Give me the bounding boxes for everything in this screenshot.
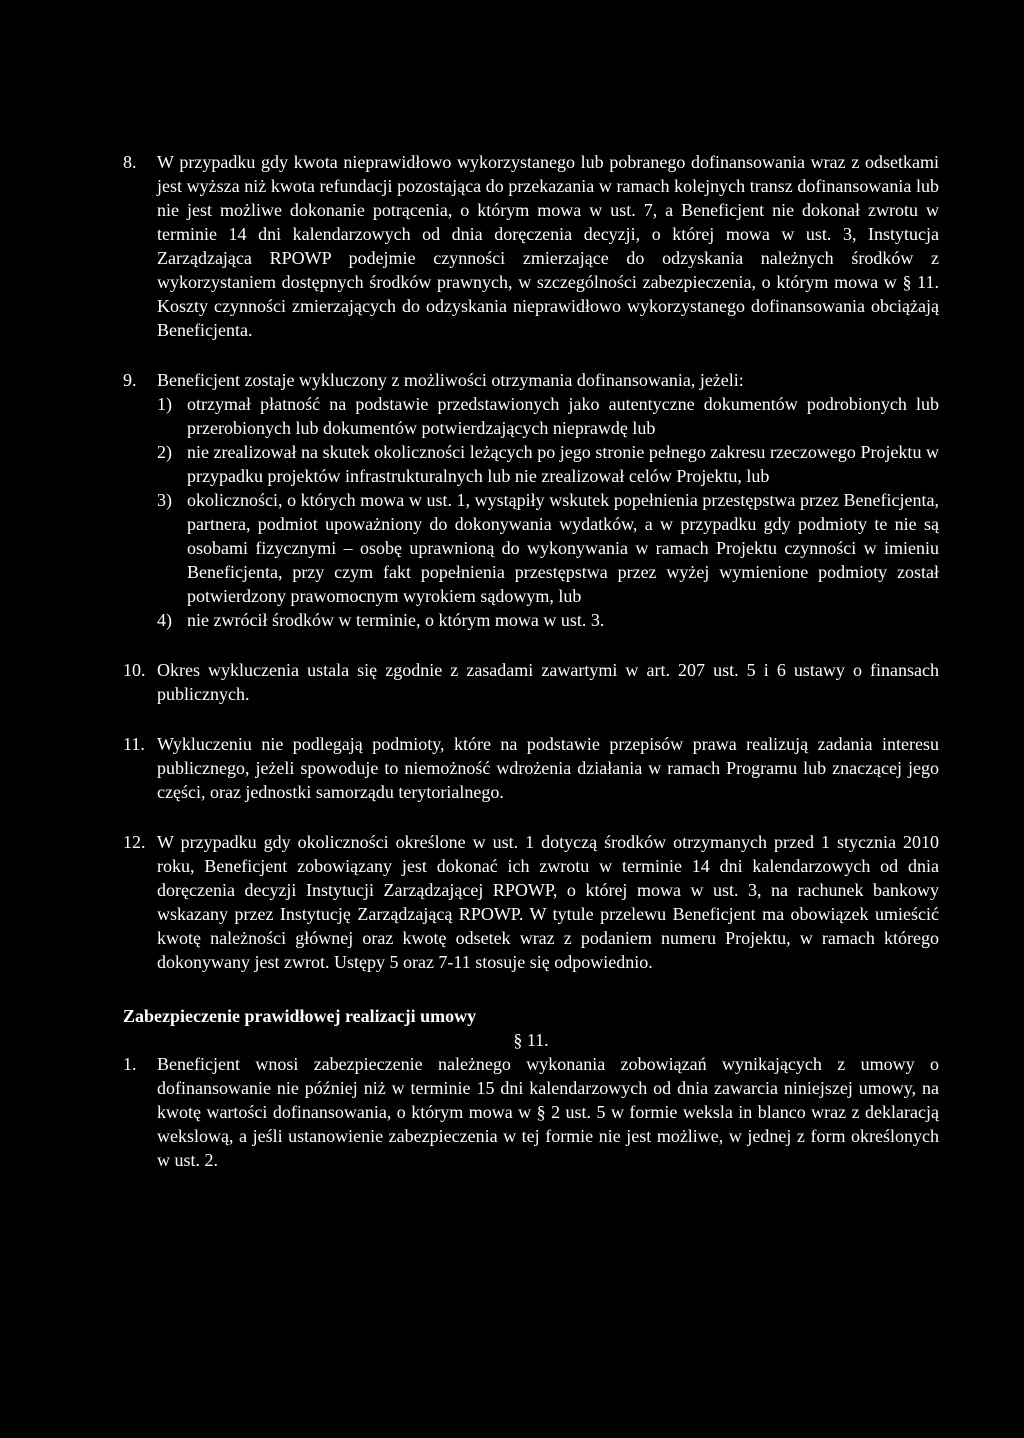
paragraph-number: 1. bbox=[123, 1054, 137, 1074]
list-item-text: okoliczności, o których mowa w ust. 1, wystąpiły wskutek popełnienia przestępstwa przez Beneficjenta, partnera, podmiot upoważniony do dokonywania wydatków, a w przypadku gdy podmioty te nie są osobami fizycznymi – osobę uprawnioną do wykonywania w ramach Projektu czynności w imieniu Beneficjenta, przy czym fakt popełnienia przestępstwa przez wyżej wymienione podmioty został potwierdzony prawomocnym wyrokiem sądowym, lub bbox=[187, 490, 939, 606]
document-content bbox=[123, 150, 939, 1172]
list-item-number: 2) bbox=[157, 442, 172, 462]
list-item-number: 3) bbox=[157, 490, 172, 510]
section-mark: § 11. bbox=[513, 1030, 549, 1050]
section-paragraph-1 bbox=[123, 1052, 939, 1172]
list-item bbox=[157, 392, 939, 440]
paragraph-8 bbox=[123, 150, 939, 342]
paragraph-text: Wykluczeniu nie podlegają podmioty, które na podstawie przepisów prawa realizują zadania interesu publicznego, jeżeli spowoduje to niemożność wdrożenia działania w ramach Programu lub znaczącej jego części, oraz jednostki samorządu terytorialnego. bbox=[157, 734, 939, 802]
paragraph-12 bbox=[123, 830, 939, 974]
list-item-text: nie zrealizował na skutek okoliczności leżących po jego stronie pełnego zakresu rzeczowego Projektu w przypadku projektów infrastrukturalnych lub nie zrealizował celów Projektu, lub bbox=[187, 442, 939, 486]
list-item bbox=[157, 440, 939, 488]
paragraph-number: 8. bbox=[123, 152, 137, 172]
section-heading: Zabezpieczenie prawidłowej realizacji umowy bbox=[123, 1006, 477, 1026]
paragraph-11 bbox=[123, 732, 939, 804]
paragraph-text: Okres wykluczenia ustala się zgodnie z zasadami zawartymi w art. 207 ust. 5 i 6 ustawy o finansach publicznych. bbox=[157, 660, 939, 704]
list-item bbox=[157, 488, 939, 608]
paragraph-number: 11. bbox=[123, 734, 145, 754]
list-item-text: nie zwrócił środków w terminie, o którym mowa w ust. 3. bbox=[187, 610, 605, 630]
paragraph-number: 10. bbox=[123, 660, 146, 680]
list-item-text: otrzymał płatność na podstawie przedstawionych jako autentyczne dokumentów podrobionych lub przerobionych lub dokumentów potwierdzających nieprawdę lub bbox=[187, 394, 939, 438]
paragraph-10 bbox=[123, 658, 939, 706]
list-item-number: 4) bbox=[157, 610, 172, 630]
paragraph-text: W przypadku gdy okoliczności określone w ust. 1 dotyczą środków otrzymanych przed 1 stycznia 2010 roku, Beneficjent zobowiązany jest dokonać ich zwrotu w terminie 14 dni kalendarzowych od dnia doręczenia decyzji Instytucji Zarządzającej RPOWP, o której mowa w ust. 3, na rachunek bankowy wskazany przez Instytucję Zarządzającą RPOWP. W tytule przelewu Beneficjent ma obowiązek umieścić kwotę należności głównej oraz kwotę odsetek wraz z podaniem numeru Projektu, w ramach którego dokonywany jest zwrot. Ustępy 5 oraz 7-11 stosuje się odpowiednio. bbox=[157, 832, 939, 972]
paragraph-text: W przypadku gdy kwota nieprawidłowo wykorzystanego lub pobranego dofinansowania wraz z odsetkami jest wyższa niż kwota refundacji pozostająca do przekazania w ramach kolejnych transz dofinansowania lub nie jest możliwe dokonanie potrącenia, o którym mowa w ust. 7, a Beneficjent nie dokonał zwrotu w terminie 14 dni kalendarzowych od dnia doręczenia decyzji, o której mowa w ust. 3, Instytucja Zarządzająca RPOWP podejmie czynności zmierzające do odzyskania należnych środków z wykorzystaniem dostępnych środków prawnych, w szczególności zabezpieczenia, o którym mowa w § 11. Koszty czynności zmierzających do odzyskania nieprawidłowo wykorzystanego dofinansowania obciążają Beneficjenta. bbox=[157, 152, 939, 340]
paragraph-intro: Beneficjent zostaje wykluczony z możliwości otrzymania dofinansowania, jeżeli: bbox=[157, 370, 744, 390]
paragraph-body bbox=[157, 368, 939, 632]
list-item bbox=[157, 608, 939, 632]
paragraph-9 bbox=[123, 368, 939, 632]
paragraph-text: Beneficjent wnosi zabezpieczenie należnego wykonania zobowiązań wynikających z umowy o dofinansowanie nie później niż w terminie 15 dni kalendarzowych od dnia zawarcia niniejszej umowy, na kwotę wartości dofinansowania, o którym mowa w § 2 ust. 5 w formie weksla in blanco wraz z deklaracją wekslową, a jeśli ustanowienie zabezpieczenia w tej formie nie jest możliwe, w jednej z form określonych w ust. 2. bbox=[157, 1054, 939, 1170]
paragraph-number: 12. bbox=[123, 832, 146, 852]
paragraph-number: 9. bbox=[123, 370, 137, 390]
list-item-number: 1) bbox=[157, 394, 172, 414]
